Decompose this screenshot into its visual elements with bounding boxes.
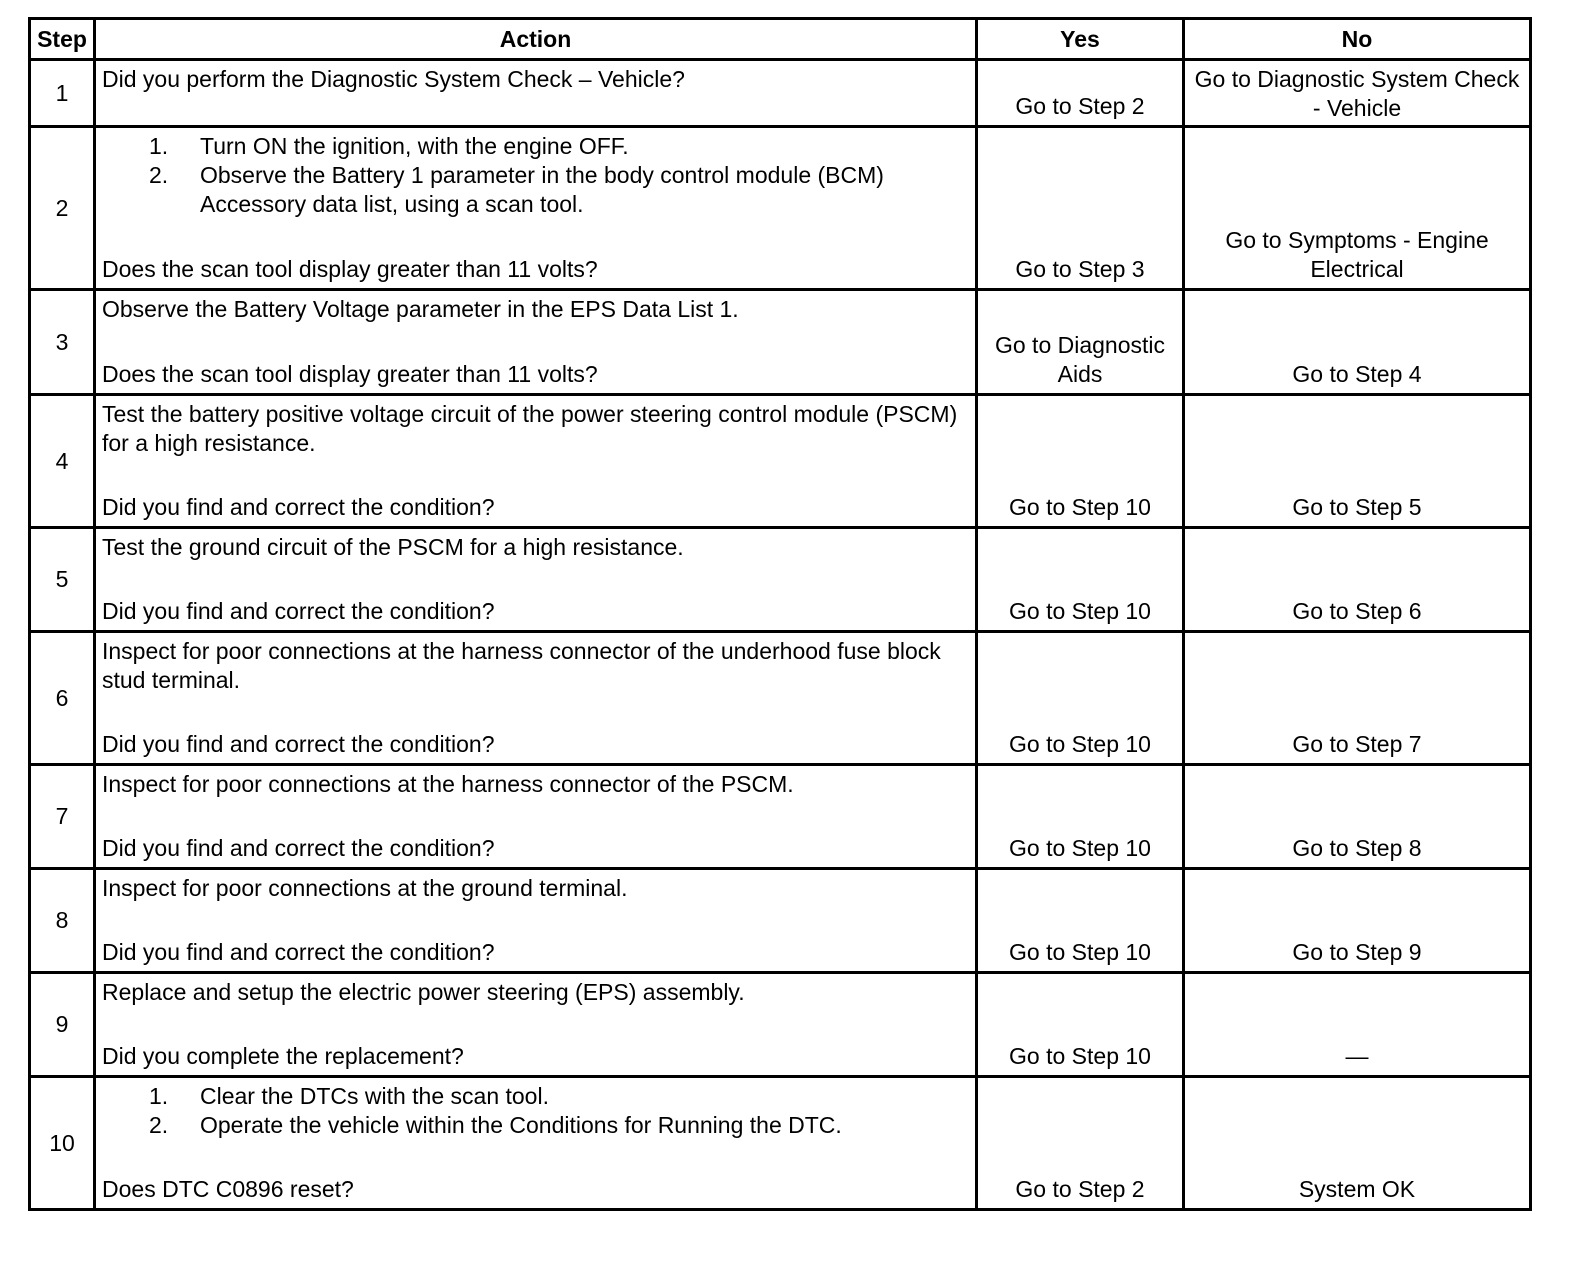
- yes-text: Go to Step 10: [1009, 598, 1151, 624]
- action-text: Inspect for poor connections at the harness connector of the underhood fuse block stud terminal.: [102, 638, 941, 693]
- action-question: Does the scan tool display greater than 11 volts?: [102, 361, 598, 387]
- action-question: Did you find and correct the condition?: [102, 835, 495, 861]
- action-question: Did you complete the replacement?: [102, 1043, 464, 1069]
- action-cell: [95, 1077, 977, 1210]
- action-cell: [95, 765, 977, 869]
- no-cell: [1184, 973, 1531, 1077]
- yes-cell: [977, 973, 1184, 1077]
- step-number: 2: [30, 127, 95, 290]
- table-row: [30, 528, 1531, 632]
- action-cell: [95, 127, 977, 290]
- step-number: 5: [30, 528, 95, 632]
- action-question: Did you find and correct the condition?: [102, 494, 495, 520]
- yes-text: Go to Step 3: [1015, 256, 1145, 282]
- table-row: [30, 632, 1531, 765]
- no-text: Go to Step 5: [1292, 494, 1422, 520]
- no-cell: [1184, 528, 1531, 632]
- yes-text: Go to Step 2: [1015, 1176, 1145, 1202]
- yes-text: Go to Diagnostic Aids: [994, 332, 1166, 387]
- no-text: System OK: [1298, 1176, 1416, 1202]
- step-number: 8: [30, 869, 95, 973]
- no-cell: [1184, 127, 1531, 290]
- no-text: Go to Step 8: [1292, 835, 1422, 861]
- yes-cell: [977, 127, 1184, 290]
- action-list: [102, 1082, 969, 1140]
- no-cell: [1184, 632, 1531, 765]
- yes-text: Go to Step 10: [1009, 939, 1151, 965]
- diagnostic-table: [28, 17, 1532, 1211]
- action-cell: [95, 869, 977, 973]
- action-text: Inspect for poor connections at the ground terminal.: [102, 875, 628, 901]
- yes-cell: [977, 632, 1184, 765]
- yes-text: Go to Step 10: [1009, 1043, 1151, 1069]
- action-text: Test the battery positive voltage circuit of the power steering control module (PSCM) for a high resistance.: [102, 401, 958, 456]
- action-text: Observe the Battery Voltage parameter in the EPS Data List 1.: [102, 296, 739, 322]
- action-cell: [95, 632, 977, 765]
- action-list-item: Clear the DTCs with the scan tool.: [200, 1083, 549, 1109]
- action-cell: [95, 290, 977, 395]
- table-row: [30, 127, 1531, 290]
- action-cell: [95, 60, 977, 127]
- action-text: Did you perform the Diagnostic System Check – Vehicle?: [102, 66, 685, 92]
- table-row: [30, 290, 1531, 395]
- no-cell: [1184, 869, 1531, 973]
- action-cell: [95, 528, 977, 632]
- no-cell: [1184, 1077, 1531, 1210]
- action-question: Did you find and correct the condition?: [102, 598, 495, 624]
- yes-text: Go to Step 10: [1009, 731, 1151, 757]
- header-action: Action: [95, 19, 977, 60]
- yes-text: Go to Step 10: [1009, 835, 1151, 861]
- no-cell: [1184, 60, 1531, 127]
- header-row: [30, 19, 1531, 60]
- no-text: Go to Step 4: [1292, 361, 1422, 387]
- no-text: Go to Symptoms - Engine Electrical: [1225, 227, 1489, 282]
- yes-cell: [977, 765, 1184, 869]
- action-list: [102, 132, 969, 219]
- no-text: Go to Step 6: [1292, 598, 1422, 624]
- action-question: Did you find and correct the condition?: [102, 731, 495, 757]
- step-number: 1: [30, 60, 95, 127]
- action-question: Does DTC C0896 reset?: [102, 1176, 354, 1202]
- table-row: [30, 60, 1531, 127]
- yes-cell: [977, 60, 1184, 127]
- action-text: Replace and setup the electric power steering (EPS) assembly.: [102, 979, 745, 1005]
- step-number: 4: [30, 395, 95, 528]
- table-row: [30, 395, 1531, 528]
- table-row: [30, 1077, 1531, 1210]
- action-list-item: Operate the vehicle within the Conditions for Running the DTC.: [200, 1112, 842, 1138]
- no-text: —: [1345, 1043, 1369, 1069]
- step-number: 9: [30, 973, 95, 1077]
- action-list-item: Observe the Battery 1 parameter in the body control module (BCM) Accessory data list, using a scan tool.: [200, 162, 884, 217]
- yes-cell: [977, 528, 1184, 632]
- no-cell: [1184, 395, 1531, 528]
- table-row: [30, 869, 1531, 973]
- step-number: 7: [30, 765, 95, 869]
- action-cell: [95, 395, 977, 528]
- yes-cell: [977, 1077, 1184, 1210]
- no-cell: [1184, 765, 1531, 869]
- yes-text: Go to Step 2: [1015, 93, 1145, 119]
- action-cell: [95, 973, 977, 1077]
- action-list-item: Turn ON the ignition, with the engine OFF.: [200, 133, 629, 159]
- no-text: Go to Diagnostic System Check - Vehicle: [1194, 66, 1520, 121]
- action-text: Test the ground circuit of the PSCM for a high resistance.: [102, 534, 684, 560]
- header-step: Step: [30, 19, 95, 60]
- header-no: No: [1184, 19, 1531, 60]
- action-question: Does the scan tool display greater than 11 volts?: [102, 256, 598, 282]
- action-question: Did you find and correct the condition?: [102, 939, 495, 965]
- yes-text: Go to Step 10: [1009, 494, 1151, 520]
- table-row: [30, 973, 1531, 1077]
- step-number: 10: [30, 1077, 95, 1210]
- step-number: 6: [30, 632, 95, 765]
- yes-cell: [977, 869, 1184, 973]
- no-text: Go to Step 7: [1292, 731, 1422, 757]
- table-row: [30, 765, 1531, 869]
- no-cell: [1184, 290, 1531, 395]
- header-yes: Yes: [977, 19, 1184, 60]
- yes-cell: [977, 290, 1184, 395]
- no-text: Go to Step 9: [1292, 939, 1422, 965]
- action-text: Inspect for poor connections at the harness connector of the PSCM.: [102, 771, 794, 797]
- yes-cell: [977, 395, 1184, 528]
- step-number: 3: [30, 290, 95, 395]
